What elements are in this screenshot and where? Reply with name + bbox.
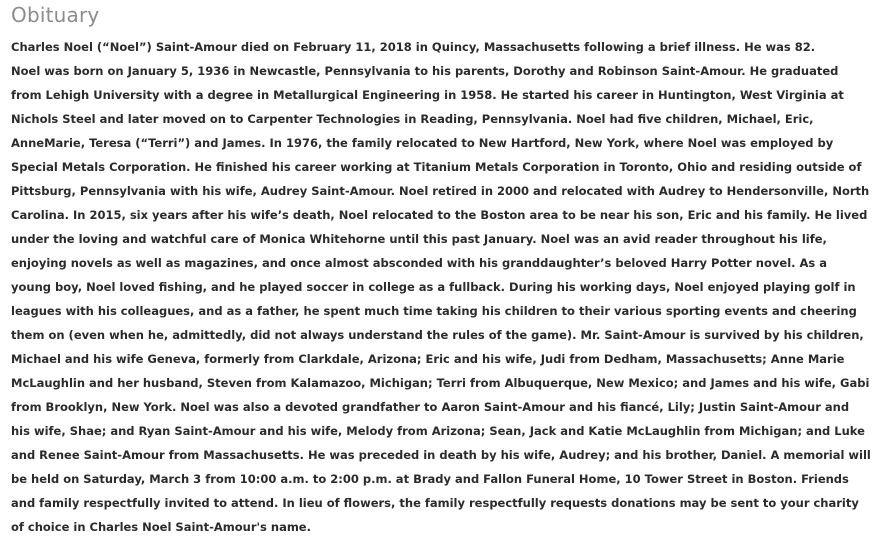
obituary-body: Noel was born on January 5, 1936 in Newcastle, Pennsylvania to his parents, Dorothy and Robinson Saint-Amour. He graduated from Lehigh University with a degree in Metallurgical Engineering in 1958. He started his career in Huntington, West Virginia at Nichols Steel and later moved on to Carpenter Technologies in Reading, Pennsylvania. Noel had five children, Michael, Eric, AnneMarie, Teresa (“Terri”) and James. In 1976, the family relocated to New Hartford, New York, where Noel was employed by Special Metals Corporation. He finished his career working at Titanium Metals Corporation in Toronto, Ohio and residing outside of Pittsburg, Pennsylvania with his wife, Audrey Saint-Amour. Noel retired in 2000 and relocated with Audrey to Hendersonville, North Carolina. In 2015, six years after his wife’s death, Noel relocated to the Boston area to be near his son, Eric and his family. He lived under the loving and watchful care of Monica Whitehorne until this past January. Noel was an avid reader throughout his life, enjoying novels as well as magazines, and once almost absconded with his granddaughter’s beloved Harry Potter novel. As a young boy, Noel loved fishing, and he played soccer in college as a fullback. During his working days, Noel enjoyed playing golf in leagues with his colleagues, and as a father, he spent much time taking his children to their various sporting events and cheering them on (even when he, admittedly, did not always understand the rules of the game). Mr. Saint-Amour is survived by his children, Michael and his wife Geneva, formerly from Clarkdale, Arizona; Eric and his wife, Judi from Dedham, Massachusetts; Anne Marie McLaughlin and her husband, Steven from Kalamazoo, Michigan; Terri from Albuquerque, New Mexico; and James and his wife, Gabi from Brooklyn, New York. Noel was also a devoted grandfather to Aaron Saint-Amour and his fiancé, Lily; Justin Saint-Amour and his wife, Shae; and Ryan Saint-Amour and his wife, Melody from Arizona; Sean, Jack and Katie McLaughlin from Michigan; and Luke and Renee Saint-Amour from Massachusetts. He was preceded in death by his wife, Audrey; and his brother, Daniel. A memorial will be held on Saturday, March 3 from 10:00 a.m. to 2:00 p.m. at Brady and Fallon Funeral Home, 10 Tower Street in Boston. Friends and family respectfully invited to attend. In lieu of flowers, the family respectfully requests donations may be sent to your charity of choice in Charles Noel Saint-Amour's name. [11, 64, 871, 534]
obituary-text [11, 35, 871, 539]
section-title: Obituary [11, 3, 100, 27]
obituary-section [11, 0, 871, 539]
obituary-intro: Charles Noel (“Noel”) Saint-Amour died on February 11, 2018 in Quincy, Massachusetts following a brief illness. He was 82. [11, 40, 816, 54]
